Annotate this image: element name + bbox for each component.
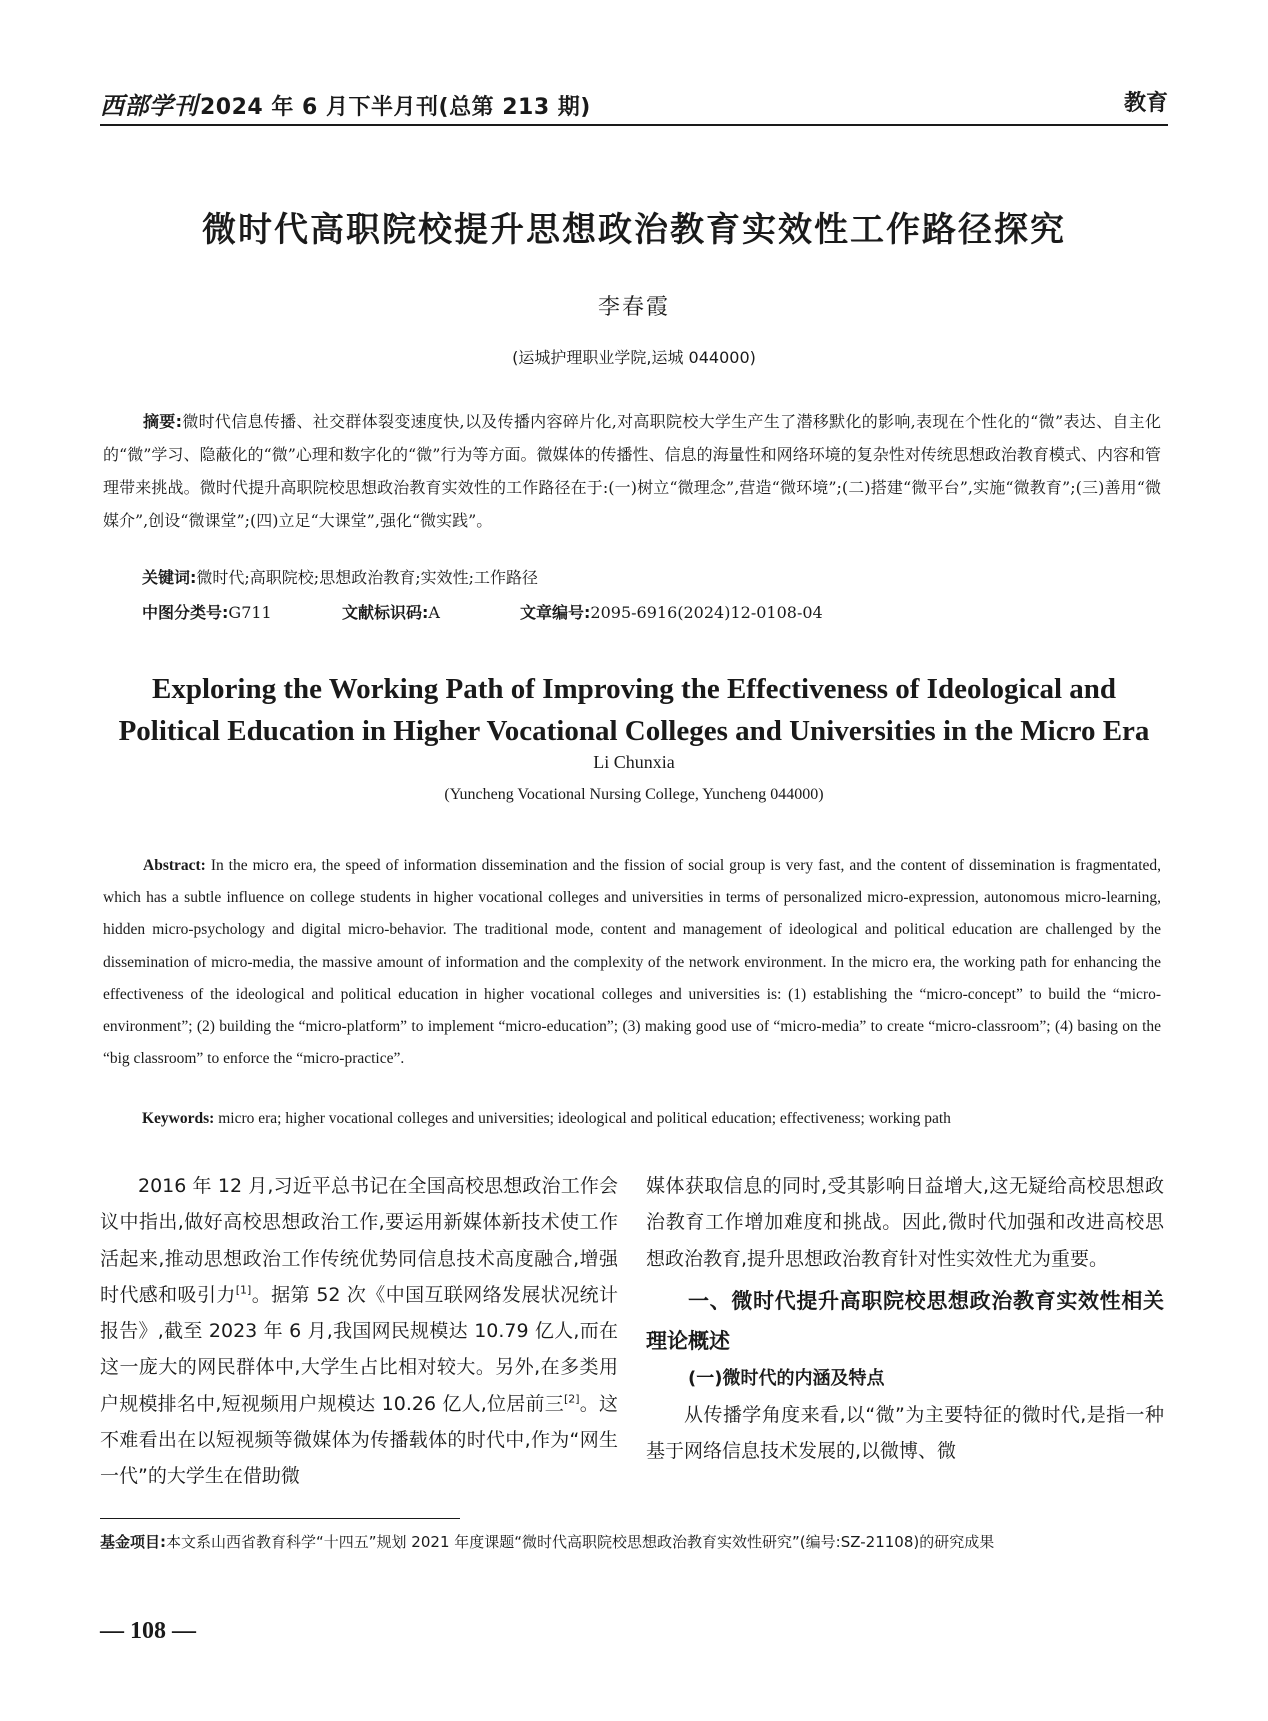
keywords-en — [142, 1110, 951, 1128]
header-rule — [100, 124, 1168, 126]
doc-label: 文献标识码: — [342, 603, 429, 622]
section-heading: 一、微时代提升高职院校思想政治教育实效性相关理论概述 — [646, 1288, 1164, 1353]
keywords-en-label: Keywords: — [142, 1110, 215, 1127]
title-cn: 微时代高职院校提升思想政治教育实效性工作路径探究 — [202, 210, 1066, 250]
subsection-heading: (一)微时代的内涵及特点 — [688, 1367, 885, 1389]
affiliation-cn: (运城护理职业学院,运城 044000) — [512, 348, 756, 367]
doc-value: A — [428, 603, 440, 622]
keywords-cn-text: 微时代;高职院校;思想政治教育;实效性;工作路径 — [196, 568, 538, 587]
author-cn: 李春霞 — [597, 295, 670, 320]
article-value: 2095-6916(2024)12-0108-04 — [590, 603, 823, 622]
running-header — [100, 86, 1168, 126]
footnote-rule — [100, 1518, 460, 1519]
body-column-right — [646, 1168, 1164, 1469]
body-column-left — [100, 1168, 618, 1495]
article-number — [520, 600, 823, 623]
body-text: 2016 年 12 月,习近平总书记在全国高校思想政治工作会议中指出,做好高校思想政治工作,要运用新媒体新技术使工作活起来,推动思想政治工作传统优势同信息技术高度融合,增强时代感和吸引力 — [100, 1175, 618, 1306]
clc-value: G711 — [228, 603, 272, 622]
body-text: 。据第 52 次《中国互联网络发展状况统计报告》,截至 2023 年 6 月,我国网民规模达 10.79 亿人,而在这一庞大的网民群体中,大学生占比相对较大。另外,在多类用户规模排名中,短视频用户规模达 10.26 亿人,位居前三 — [100, 1283, 618, 1415]
issue-info: 2024 年 6 月下半月刊(总第 213 期) — [200, 95, 591, 120]
journal-logo: 西部学刊 — [100, 91, 198, 120]
keywords-cn-label: 关键词: — [142, 568, 197, 587]
abstract-cn-text: 微时代信息传播、社交群体裂变速度快,以及传播内容碎片化,对高职院校大学生产生了潜移默化的影响,表现在个性化的“微”表达、自主化的“微”学习、隐蔽化的“微”心理和数字化的“微”行为等方面。微媒体的传播性、信息的海量性和网络环境的复杂性对传统思想政治教育模式、内容和管理带来挑战。微时代提升高职院校思想政治教育实效性的工作路径在于:(一)树立“微理念”,营造“微环境”;(二)搭建“微平台”,实施“微教育”;(三)善用“微媒介”,创设“微课堂”;(四)立足“大课堂”,强化“微实践”。 — [103, 412, 1161, 530]
citation-ref: [1] — [235, 1283, 252, 1297]
section-name: 教育 — [1123, 91, 1168, 116]
keywords-en-text: micro era; higher vocational colleges and universities; ideological and political education; effectiveness; working path — [218, 1110, 951, 1127]
article-label: 文章编号: — [520, 603, 591, 622]
title-en-line-2: Political Education in Higher Vocational Colleges and Universities in the Micro Era — [118, 715, 1150, 747]
title-en-line-1: Exploring the Working Path of Improving the Effectiveness of Ideological and — [151, 673, 1117, 705]
doc-code — [342, 600, 520, 623]
title-en — [0, 668, 1268, 752]
keywords-cn — [142, 565, 538, 588]
abstract-cn-label: 摘要: — [143, 412, 183, 431]
clc-label: 中图分类号: — [142, 603, 229, 622]
clc-number — [142, 600, 342, 623]
funding-label: 基金项目: — [100, 1533, 166, 1551]
classification-line — [142, 600, 823, 623]
page-number: — 108 — — [100, 1618, 196, 1644]
funding-text: 本文系山西省教育科学“十四五”规划 2021 年度课题“微时代高职院校思想政治教育实效性研究”(编号:SZ-21108)的研究成果 — [166, 1533, 995, 1551]
abstract-cn — [103, 405, 1161, 537]
abstract-en — [103, 850, 1161, 1075]
funding-footnote — [100, 1527, 1168, 1557]
body-paragraph: 从传播学角度来看,以“微”为主要特征的微时代,是指一种基于网络信息技术发展的,以微博、微 — [646, 1403, 1164, 1463]
abstract-en-label: Abstract: — [143, 857, 206, 874]
body-paragraph: 媒体获取信息的同时,受其影响日益增大,这无疑给高校思想政治教育工作增加难度和挑战。因此,微时代加强和改进高校思想政治教育,提升思想政治教育针对性实效性尤为重要。 — [646, 1175, 1164, 1270]
body-text: 。这不难看出在以短视频等微媒体为传播载体的时代中,作为“网生一代”的大学生在借助微 — [100, 1392, 618, 1488]
affiliation-en: (Yuncheng Vocational Nursing College, Yuncheng 044000) — [444, 786, 824, 803]
body-paragraph — [100, 1168, 618, 1495]
abstract-en-text: In the micro era, the speed of information dissemination and the fission of social group is very fast, and the content of dissemination is fragmentated, which has a subtle influence on college students in higher vocational colleges and universities in terms of personalized micro-expression, autonomous micro-learning, hidden micro-psychology and digital micro-behavior. The traditional mode, content and management of ideological and political education are challenged by the dissemination of micro-media, the massive amount of information and the complexity of the network environment. In the micro era, the working path for enhancing the effectiveness of the ideological and political education in higher vocational colleges and universities is: (1) establishing the “micro-concept” to build the “micro-environment”; (2) building the “micro-platform” to implement “micro-education”; (3) making good use of “micro-media” to create “micro-classroom”; (4) basing on the “big classroom” to enforce the “micro-practice”. — [103, 857, 1162, 1068]
citation-ref: [2] — [563, 1392, 580, 1406]
journal-issue — [100, 86, 591, 121]
author-en: Li Chunxia — [593, 752, 675, 772]
